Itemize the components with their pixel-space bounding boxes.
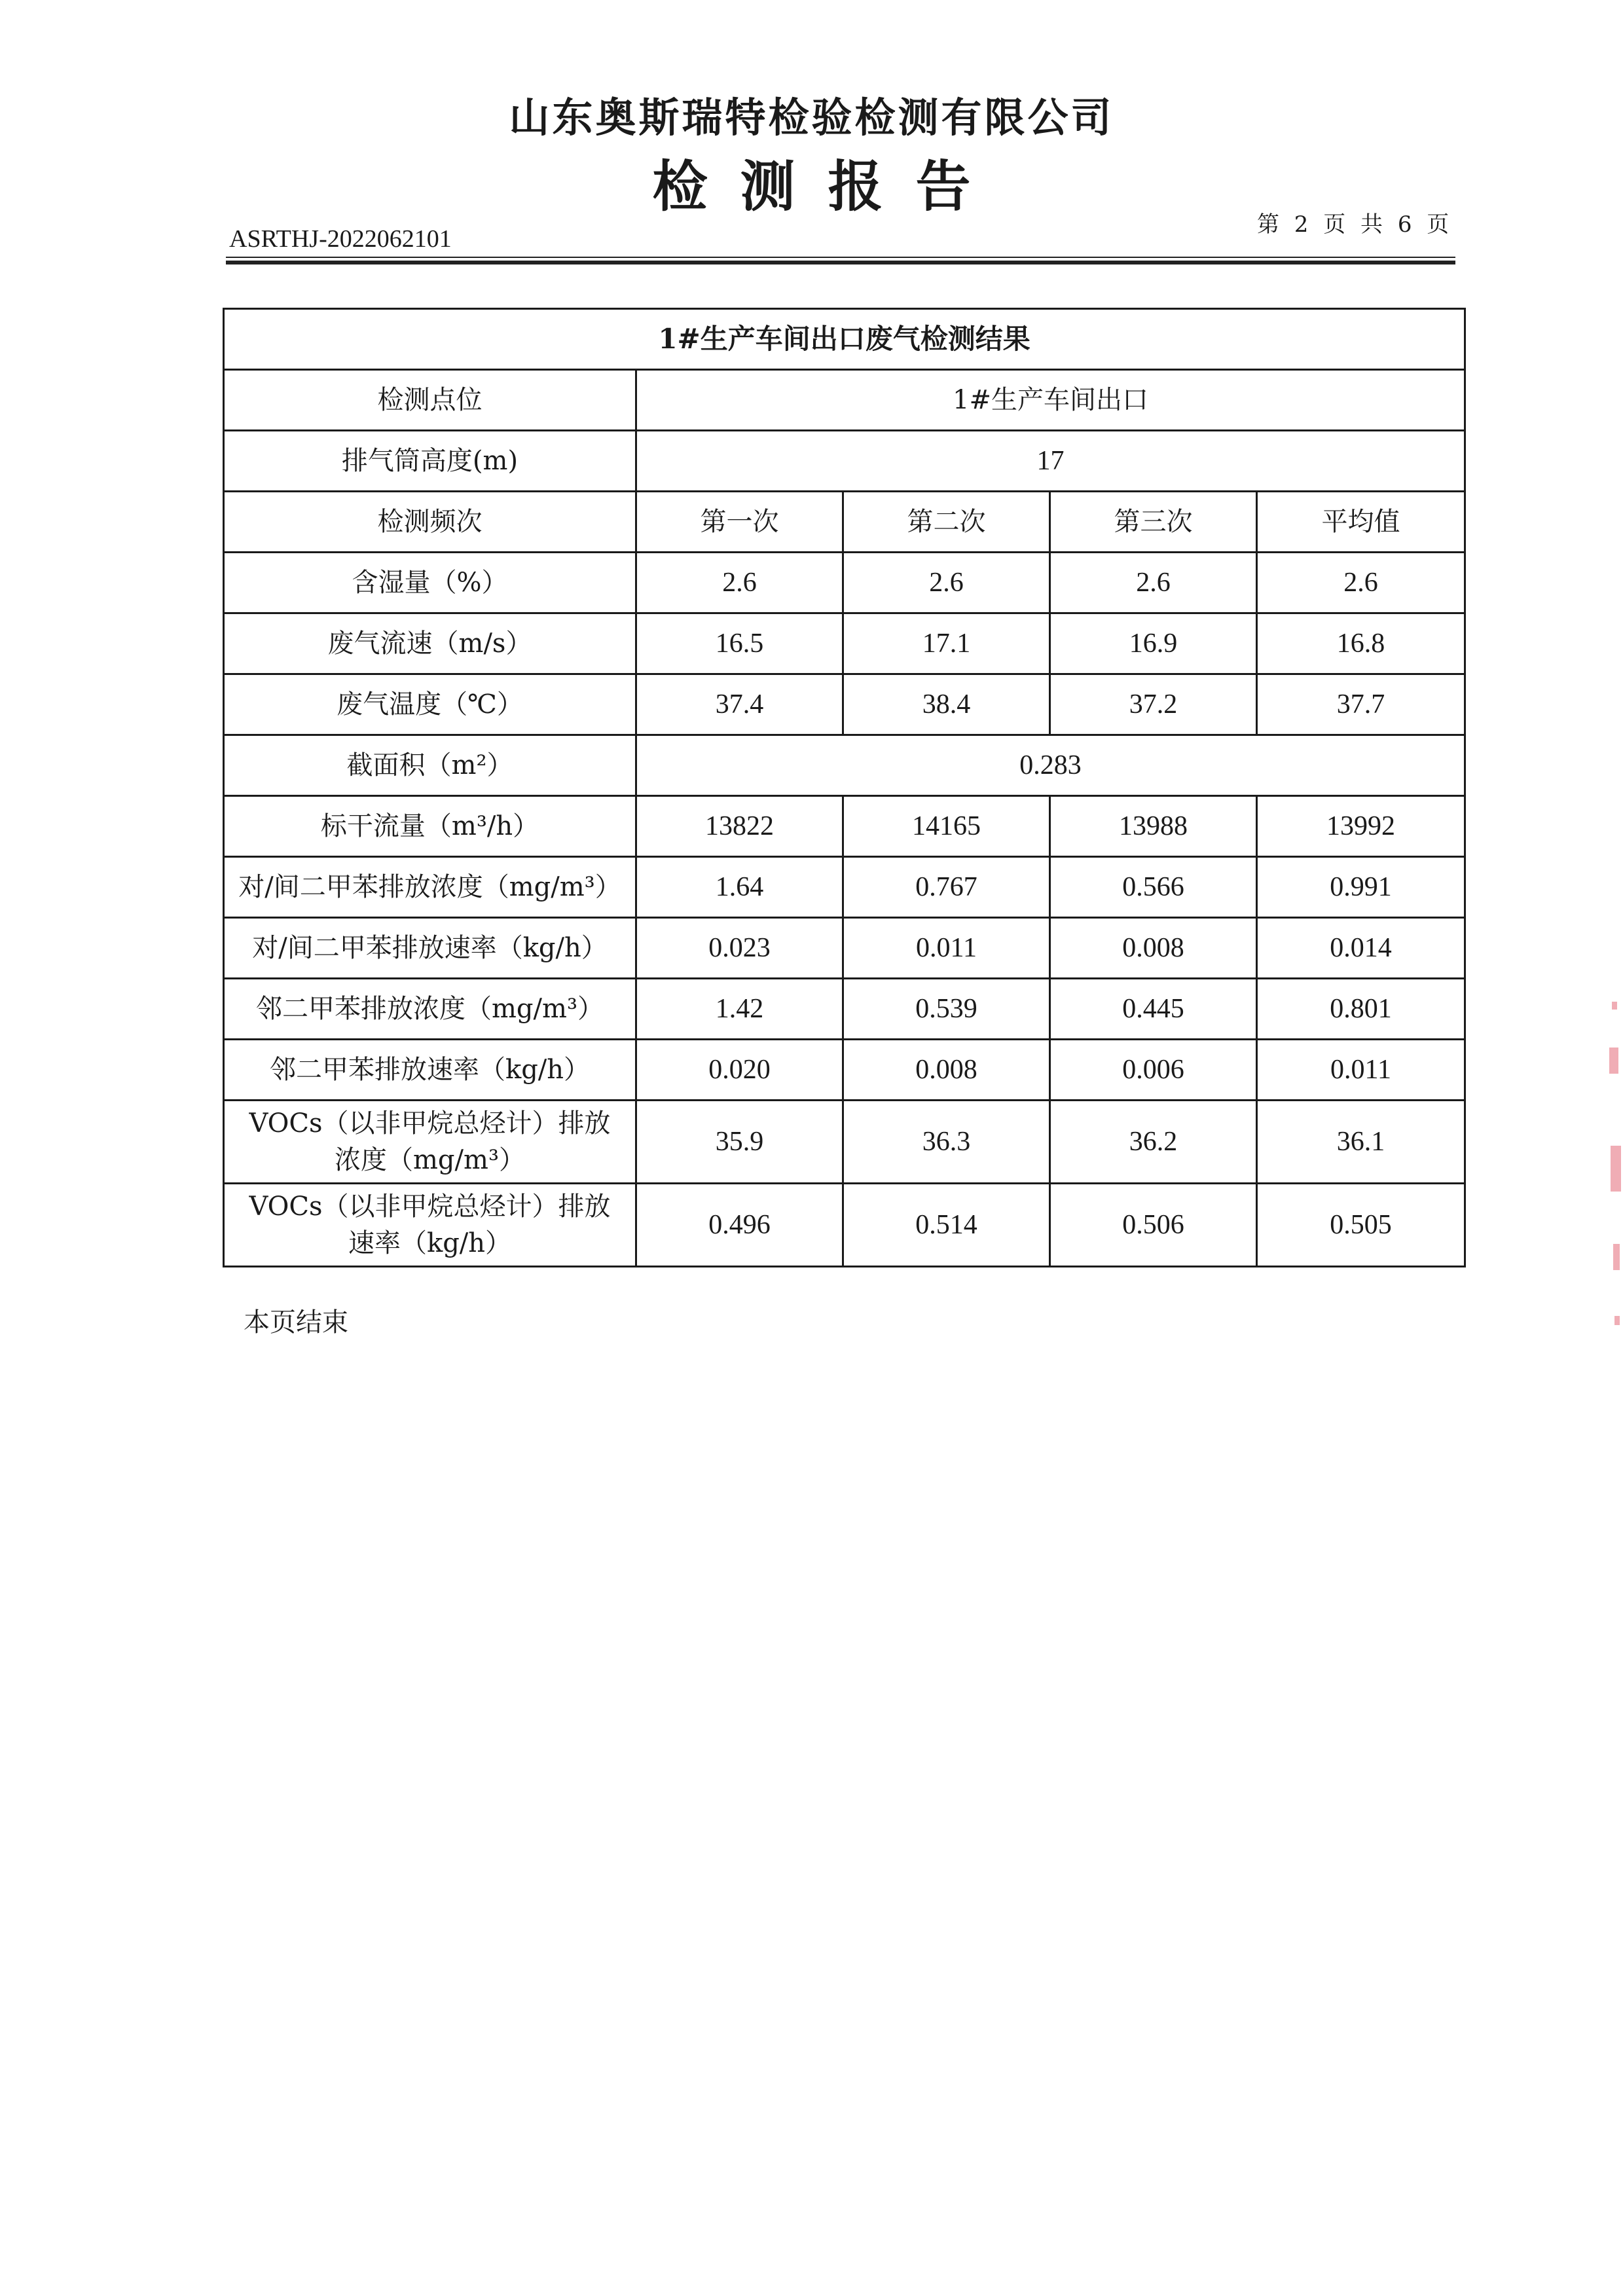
table-cell: 0.014 <box>1257 918 1465 979</box>
table-cell: 37.2 <box>1050 674 1257 735</box>
table-row <box>224 1040 1465 1101</box>
table-cell: 13988 <box>1050 796 1257 857</box>
table-title-row <box>224 309 1465 370</box>
table-row <box>224 553 1465 613</box>
table-cell: 0.006 <box>1050 1040 1257 1101</box>
table-row <box>224 613 1465 674</box>
stack-height-value: 17 <box>636 431 1465 492</box>
table-cell: 37.4 <box>636 674 843 735</box>
table-cell: 0.011 <box>843 918 1050 979</box>
column-header: 第一次 <box>636 492 843 553</box>
table-cell: 2.6 <box>843 553 1050 613</box>
column-header: 第三次 <box>1050 492 1257 553</box>
row-label: 标干流量（m³/h） <box>224 796 636 857</box>
table-cell: 14165 <box>843 796 1050 857</box>
row-label-line: 速率（kg/h） <box>348 1228 512 1258</box>
seal-fragment <box>1609 1048 1618 1074</box>
table-cell: 1.64 <box>636 857 843 918</box>
table-cell: 0.023 <box>636 918 843 979</box>
row-label-line: 浓度（mg/m³） <box>335 1145 525 1175</box>
table-cell: 1.42 <box>636 979 843 1040</box>
table-row <box>224 918 1465 979</box>
row-label: 含湿量（%） <box>224 553 636 613</box>
table-cell: 16.8 <box>1257 613 1465 674</box>
table-cell: 17.1 <box>843 613 1050 674</box>
company-name: 山东奥斯瑞特检验检测有限公司 <box>509 94 1114 141</box>
report-number: ASRTHJ-2022062101 <box>229 225 452 253</box>
table-cell: 16.5 <box>636 613 843 674</box>
table-cell: 36.2 <box>1050 1101 1257 1184</box>
table-row <box>224 1101 1465 1184</box>
table-row <box>224 796 1465 857</box>
row-label-line: VOCs（以非甲烷总烃计）排放 <box>249 1192 611 1222</box>
table-cell: 0.020 <box>636 1040 843 1101</box>
table-cell: 37.7 <box>1257 674 1465 735</box>
table-row <box>224 735 1465 796</box>
report-title: 检测报告 <box>652 155 1004 219</box>
table-cell: 0.445 <box>1050 979 1257 1040</box>
stack-height-label: 排气筒高度(m) <box>224 431 636 492</box>
results-table <box>223 308 1466 1267</box>
column-header: 平均值 <box>1257 492 1465 553</box>
table-cell: 0.011 <box>1257 1040 1465 1101</box>
table-cell: 13822 <box>636 796 843 857</box>
row-label-line: VOCs（以非甲烷总烃计）排放 <box>249 1108 611 1139</box>
table-cell: 38.4 <box>843 674 1050 735</box>
table-row <box>224 857 1465 918</box>
table-cell: 0.566 <box>1050 857 1257 918</box>
table-cell: 35.9 <box>636 1101 843 1184</box>
table-row <box>224 979 1465 1040</box>
table-cell: 2.6 <box>1050 553 1257 613</box>
row-label: 邻二甲苯排放浓度（mg/m³） <box>224 979 636 1040</box>
table-title: 1#生产车间出口废气检测结果 <box>224 309 1465 370</box>
table-cell: 16.9 <box>1050 613 1257 674</box>
table-cell: 0.514 <box>843 1184 1050 1267</box>
header-divider-thin <box>226 257 1455 258</box>
row-label <box>224 1101 636 1184</box>
row-label: 对/间二甲苯排放浓度（mg/m³） <box>224 857 636 918</box>
table-cell: 2.6 <box>636 553 843 613</box>
seal-fragment <box>1614 1316 1620 1325</box>
table-cell: 0.496 <box>636 1184 843 1267</box>
row-label: 废气流速（m/s） <box>224 613 636 674</box>
table-cell: 36.1 <box>1257 1101 1465 1184</box>
row-label <box>224 1184 636 1267</box>
table-row <box>224 370 1465 431</box>
table-cell: 0.008 <box>1050 918 1257 979</box>
seal-fragment <box>1611 1146 1621 1192</box>
table-header-row <box>224 492 1465 553</box>
table-cell: 0.539 <box>843 979 1050 1040</box>
table-row <box>224 674 1465 735</box>
location-value: 1#生产车间出口 <box>636 370 1465 431</box>
row-label: 废气温度（℃） <box>224 674 636 735</box>
header-divider-thick <box>226 261 1455 264</box>
end-of-page-note: 本页结束 <box>244 1307 348 1338</box>
table-cell: 2.6 <box>1257 553 1465 613</box>
area-label: 截面积（m²） <box>224 735 636 796</box>
page-info: 第 2 页 共 6 页 <box>1257 211 1453 238</box>
table-row <box>224 431 1465 492</box>
table-cell: 0.506 <box>1050 1184 1257 1267</box>
row-label: 对/间二甲苯排放速率（kg/h） <box>224 918 636 979</box>
table-cell: 0.991 <box>1257 857 1465 918</box>
seal-fragment <box>1612 1002 1617 1010</box>
row-label: 邻二甲苯排放速率（kg/h） <box>224 1040 636 1101</box>
seal-fragment <box>1613 1244 1620 1270</box>
column-header: 第二次 <box>843 492 1050 553</box>
table-cell: 0.505 <box>1257 1184 1465 1267</box>
area-value: 0.283 <box>636 735 1465 796</box>
location-label: 检测点位 <box>224 370 636 431</box>
table-cell: 0.008 <box>843 1040 1050 1101</box>
table-cell: 0.767 <box>843 857 1050 918</box>
table-cell: 13992 <box>1257 796 1465 857</box>
table-cell: 0.801 <box>1257 979 1465 1040</box>
frequency-label: 检测频次 <box>224 492 636 553</box>
table-row <box>224 1184 1465 1267</box>
table-cell: 36.3 <box>843 1101 1050 1184</box>
